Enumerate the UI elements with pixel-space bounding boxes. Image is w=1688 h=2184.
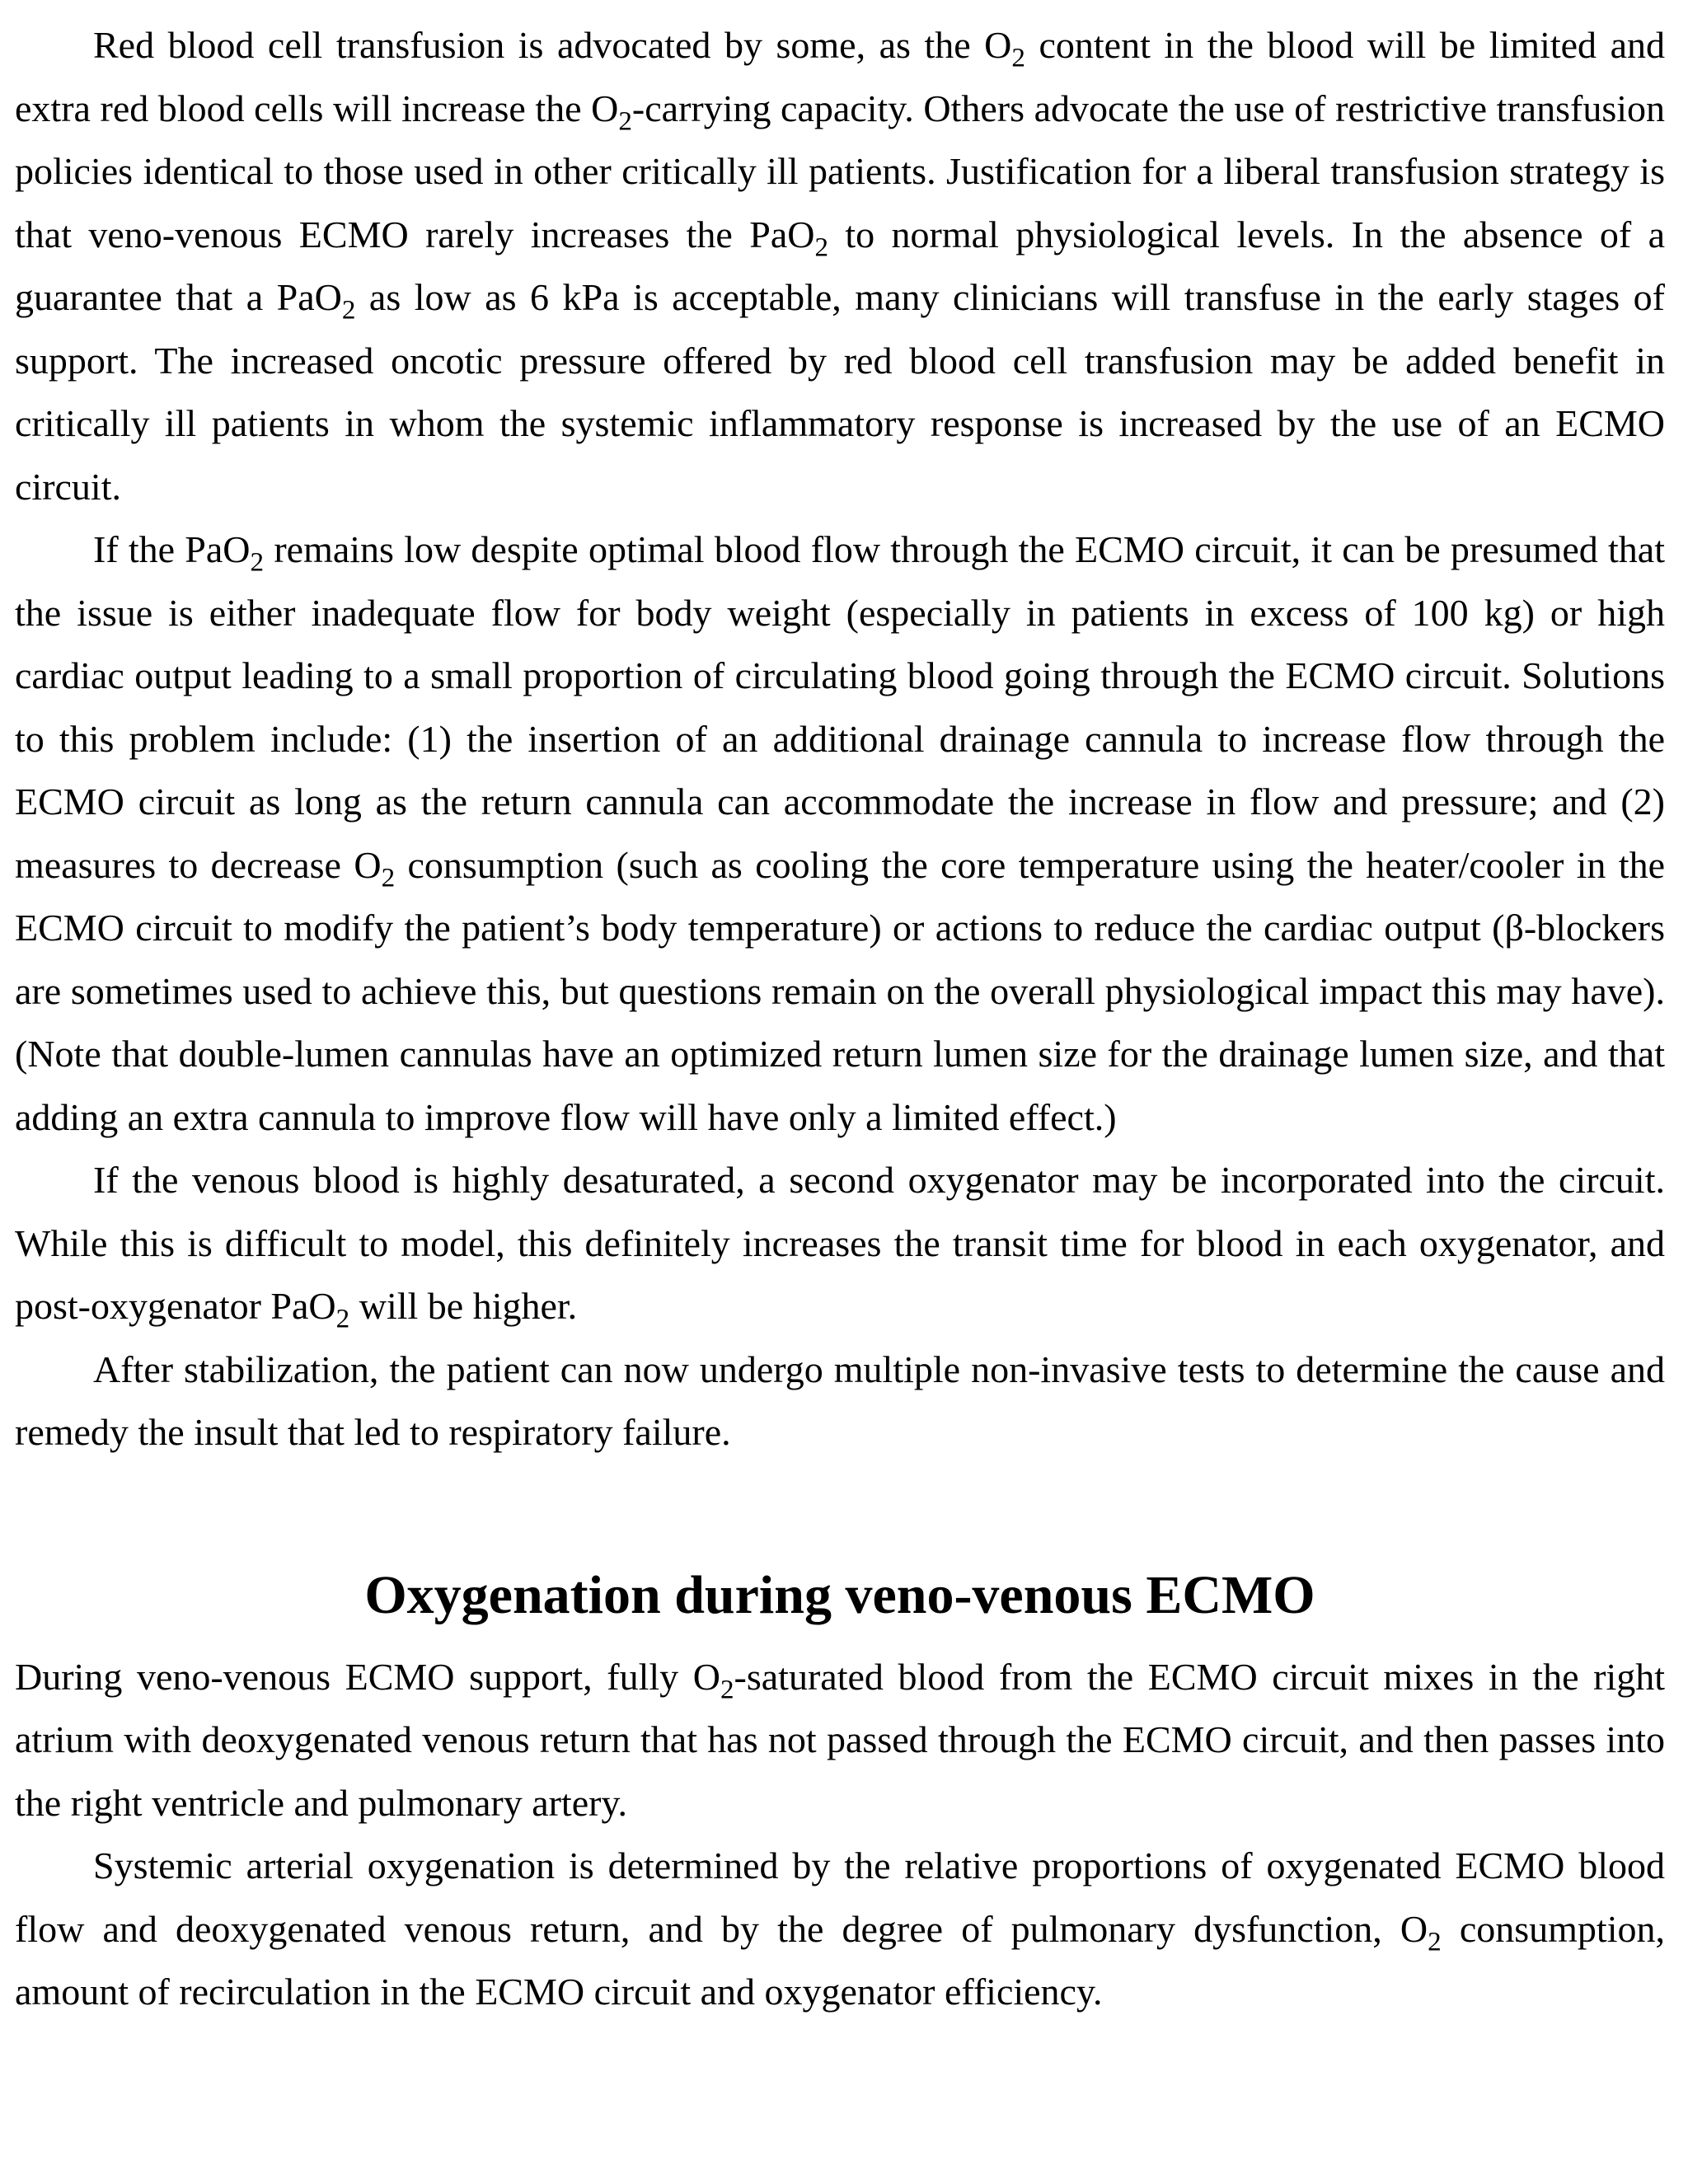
subscript: 2 — [720, 1674, 734, 1705]
paragraph-oxygenation-intro: During veno-venous ECMO support, fully $O_2$-saturated blood from the ECMO circuit mixes in the right atrium with deoxygenated venous return that has not passed through the ECMO circuit, and then passes into the right ventricle and pulmonary artery. — [15, 1655, 1666, 1824]
paragraph-low-pao2: If the PaO$_2$ remains low despite optimal blood flow through the ECMO circuit, it can be presumed that the issue is either inadequate flow for body weight (especially in patients in excess of 100 kg) or high cardiac output leading to a small proportion of circulating blood going through the ECMO circuit. Solutions to this problem include: (1) the insertion of an additional drainage cannula to increase flow through the ECMO circuit as long as the return cannula can accommodate the increase in flow and pressure; and (2) measures to decrease $O_2$ consumption (such as cooling the core temperature using the heater/cooler in the ECMO circuit to modify the patient’s body temperature) or actions to reduce the cardiac output (β-blockers are sometimes used to achieve this, but questions remain on the overall physiological impact this may have). (Note that double-lumen cannulas have an optimized return lumen size for the drainage lumen size, and that adding an extra cannula to improve flow will have only a limited effect.) — [15, 528, 1665, 1138]
subscript: 2 — [381, 862, 396, 893]
paragraph-second-oxygenator: If the venous blood is highly desaturated, a second oxygenator may be incorporated into the circuit. While this is difficult to model, this definitely increases the transit time for blood in each oxygenator, and post-oxygenator PaO$_2$ will be higher. — [15, 1159, 1665, 1334]
subscript: 2 — [341, 294, 356, 326]
section-heading: Oxygenation during veno-venous ECMO — [364, 1564, 1315, 1625]
subscript: 2 — [250, 546, 265, 578]
paragraph-systemic-oxygenation: Systemic arterial oxygenation is determined by the relative proportions of oxygenated ECMO blood flow and deoxygenated venous return, and by the degree of pulmonary dysfunction, $O_2$ consumption, amount of recirculation in the ECMO circuit and oxygenator efficiency. — [15, 1844, 1665, 2013]
paragraph-transfusion: Red blood cell transfusion is advocated by some, as the $O_2$ content in the blood will be limited and extra red blood cells will increase the $O_2$-carrying capacity. Others advocate the use of restrictive transfusion policies identical to those used in other critically ill patients. Justification for a liberal transfusion strategy is that veno-venous ECMO rarely increases the PaO$_2$ to normal physiological levels. In the absence of a guarantee that a PaO$_2$ as low as 6 kPa is acceptable, many clinicians will transfuse in the early stages of support. The increased oncotic pressure offered by red blood cell transfusion may be added benefit in critically ill patients in whom the systemic inflammatory response is increased by the use of an ECMO circuit. — [15, 24, 1666, 508]
subscript: 2 — [1011, 42, 1025, 73]
paragraph-stabilization: After stabilization, the patient can now undergo multiple non-invasive tests to determine the cause and remedy the insult that led to respiratory failure. — [15, 1347, 1665, 1453]
subscript: 2 — [335, 1303, 350, 1334]
document-page — [15, 0, 1665, 2024]
subscript: 2 — [814, 232, 829, 263]
subscript: 2 — [618, 105, 632, 137]
subscript: 2 — [1428, 1926, 1442, 1957]
